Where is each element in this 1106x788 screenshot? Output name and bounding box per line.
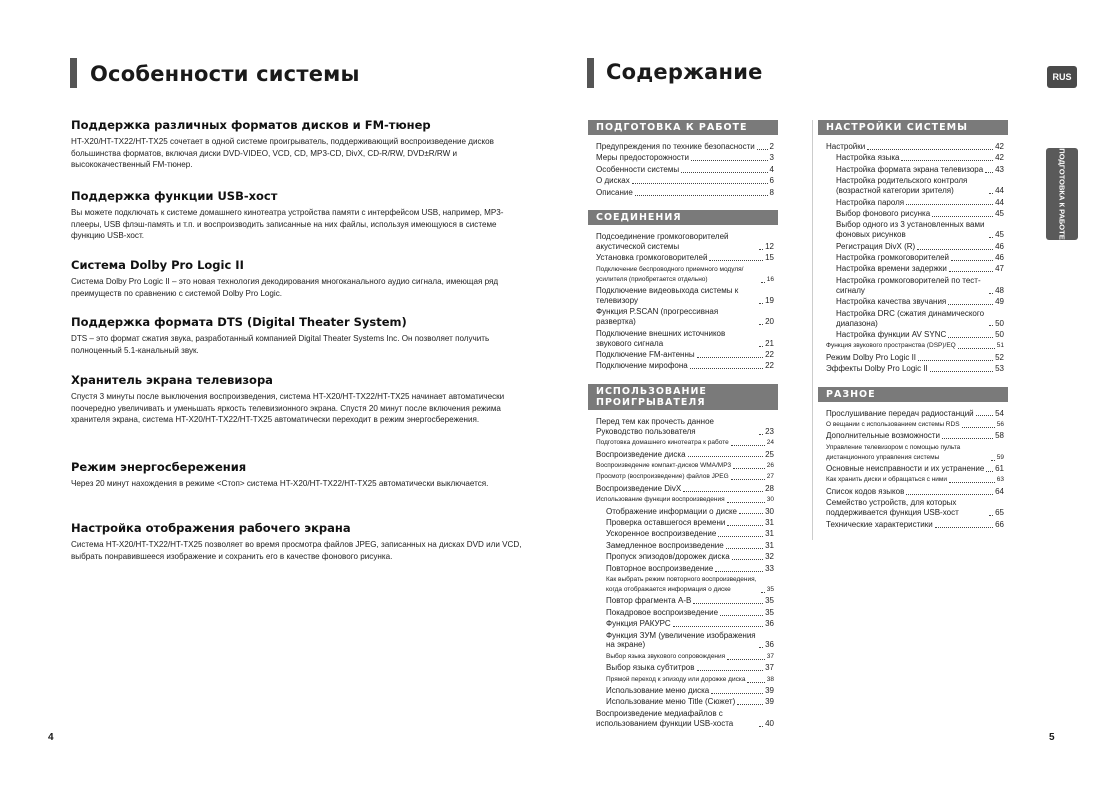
toc-entry[interactable] [818, 276, 1008, 296]
language-badge: RUS [1047, 66, 1077, 88]
toc-leader-dots [759, 346, 763, 347]
toc-entry-label: Использование функции воспроизведения [596, 496, 725, 504]
toc-entry-page: 26 [766, 461, 774, 469]
toc-leader-dots [989, 515, 993, 516]
toc-entry-page: 37 [765, 663, 774, 673]
feature-heading: Поддержка формата DTS (Digital Theater System) [71, 315, 407, 329]
toc-entry-label: Проверка оставшегося времени [606, 517, 726, 527]
toc-entry-label: Подключение видеовыхода системы к телевизору [596, 286, 739, 305]
section-side-tab[interactable] [1046, 148, 1078, 240]
toc-leader-dots [718, 536, 763, 537]
toc-entry[interactable] [818, 165, 1008, 175]
toc-entry-label: Функция звукового пространства (DSP)/EQ [826, 342, 956, 350]
toc-entry-page: 12 [765, 241, 774, 251]
toc-entry[interactable] [818, 475, 1008, 485]
toc-entry-label: Воспроизведение DivX [596, 483, 682, 493]
toc-entry[interactable] [818, 409, 1008, 419]
toc-list [588, 417, 778, 729]
toc-entry[interactable] [818, 498, 1008, 518]
toc-entry[interactable] [588, 484, 778, 494]
toc-entry-label: Просмотр (воспроизведение) файлов JPEG [596, 473, 729, 481]
toc-entry-label: Настройка языка [836, 153, 900, 163]
toc-entry-label: Список кодов языков [826, 486, 905, 496]
toc-entry-page: 44 [995, 186, 1004, 196]
toc-entry-label: Подготовка домашнего кинотеатра к работе [596, 439, 729, 447]
toc-entry[interactable] [818, 309, 1008, 329]
toc-entry[interactable] [588, 697, 778, 707]
toc-leader-dots [693, 603, 763, 604]
toc-leader-dots [989, 193, 993, 194]
toc-entry-label: Как выбрать режим повторного воспроизведения, когда отображается информация о диске [606, 576, 757, 593]
toc-entry-page: 65 [995, 508, 1004, 518]
toc-entry-page: 49 [995, 297, 1004, 307]
toc-leader-dots [632, 183, 768, 184]
toc-entry[interactable] [588, 286, 778, 306]
toc-leader-dots [759, 434, 763, 435]
toc-entry[interactable] [818, 209, 1008, 219]
toc-leader-dots [761, 282, 765, 283]
toc-entry[interactable] [588, 709, 778, 729]
feature-heading: Система Dolby Pro Logic II [71, 258, 244, 272]
feature-block [71, 521, 531, 562]
toc-entry-label: Эффекты Dolby Pro Logic II [826, 364, 928, 374]
toc-leader-dots [733, 468, 765, 469]
toc-entry-page: 64 [995, 486, 1004, 496]
toc-entry[interactable] [818, 341, 1008, 351]
feature-block [71, 118, 531, 171]
toc-leader-dots [739, 513, 763, 514]
toc-entry-label: Дополнительные возможности [826, 431, 940, 441]
toc-entry-page: 36 [765, 619, 774, 629]
toc-entry[interactable] [588, 361, 778, 371]
toc-entry-label: Настройки [826, 142, 866, 151]
feature-block [71, 258, 531, 299]
toc-entry-label: Технические характеристики [826, 519, 933, 529]
toc-leader-dots [989, 293, 993, 294]
toc-leader-dots [962, 427, 995, 428]
toc-entry[interactable] [818, 198, 1008, 208]
toc-entry-label: Подключение FM-антенны [596, 350, 695, 359]
toc-leader-dots [720, 615, 763, 616]
toc-entry[interactable] [818, 220, 1008, 240]
toc-entry-label: Подключение беспроводного приемного модуля/усилителя (приобретается отдельно) [596, 265, 744, 283]
toc-leader-dots [759, 303, 763, 304]
toc-leader-dots [727, 525, 763, 526]
toc-entry-page: 66 [995, 519, 1004, 529]
toc-entry-label: Установка громкоговорителей [596, 253, 708, 263]
toc-entry-page: 32 [765, 552, 774, 562]
toc-entry-page: 31 [765, 517, 774, 527]
toc-entry-page: 4 [769, 164, 774, 174]
toc-entry[interactable] [588, 552, 778, 562]
toc-entry-label: Настройка функции AV SYNC [836, 329, 947, 339]
toc-entry-label: Регистрация DivX (R) [836, 241, 916, 251]
toc-entry[interactable] [588, 461, 778, 471]
toc-entry-label: Выбор одного из 3 установленных вами фоновых рисунков [836, 220, 985, 240]
toc-leader-dots [726, 548, 763, 549]
toc-entry[interactable] [588, 686, 778, 696]
toc-entry-page: 50 [995, 318, 1004, 328]
toc-entry-label: Прямой переход к эпизоду или дорожке диска [606, 675, 746, 683]
toc-entry[interactable] [818, 364, 1008, 374]
toc-entry-page: 30 [766, 496, 774, 504]
page-number: 4 [48, 732, 54, 743]
toc-entry[interactable] [588, 350, 778, 360]
toc-section-heading: ПОДГОТОВКА К РАБОТЕ [588, 120, 778, 135]
toc-leader-dots [948, 304, 993, 305]
toc-entry[interactable] [588, 438, 778, 448]
toc-entry-label: Режим Dolby Pro Logic II [826, 352, 917, 362]
toc-entry[interactable] [588, 652, 778, 662]
toc-entry-label: Замедленное воспроизведение [606, 540, 724, 550]
toc-leader-dots [906, 204, 993, 205]
toc-entry[interactable] [588, 663, 778, 673]
toc-list [588, 142, 778, 198]
toc-entry[interactable] [818, 464, 1008, 474]
toc-entry[interactable] [818, 353, 1008, 363]
feature-heading: Хранитель экрана телевизора [71, 373, 273, 387]
toc-entry-label: Повтор фрагмента A-B [606, 596, 692, 606]
toc-entry-label: Семейство устройств, для которых поддерживается функция USB-хост [826, 498, 959, 518]
column-divider [812, 120, 813, 540]
toc-leader-dots [673, 626, 763, 627]
toc-entry[interactable] [588, 541, 778, 551]
toc-entry-page: 15 [765, 253, 774, 263]
toc-leader-dots [759, 249, 763, 250]
toc-leader-dots [985, 172, 993, 173]
toc-entry-page: 52 [995, 352, 1004, 362]
toc-entry[interactable] [818, 420, 1008, 430]
side-tab-label: ПОДГОТОВКА К РАБОТЕ [1057, 148, 1067, 240]
toc-entry-page: 8 [769, 187, 774, 197]
toc-leader-dots [761, 592, 765, 593]
toc-entry-page: 16 [766, 275, 774, 283]
toc-entry[interactable] [818, 142, 1008, 152]
feature-block [71, 373, 531, 426]
toc-section-heading: ИСПОЛЬЗОВАНИЕ ПРОИГРЫВАТЕЛЯ [588, 384, 778, 410]
toc-entry-label: Повторное воспроизведение [606, 563, 714, 573]
section-gap [588, 199, 778, 210]
toc-leader-dots [976, 415, 993, 416]
toc-entry-page: 58 [995, 431, 1004, 441]
page-number: 5 [1049, 732, 1055, 743]
toc-entry-page: 43 [995, 164, 1004, 174]
toc-entry-label: Выбор фонового рисунка [836, 208, 931, 218]
toc-entry[interactable] [588, 596, 778, 606]
toc-entry[interactable] [818, 443, 1008, 463]
toc-entry-page: 51 [996, 342, 1004, 350]
toc-leader-dots [918, 360, 993, 361]
toc-entry-page: 59 [996, 453, 1004, 461]
title-accent-bar [70, 58, 77, 88]
toc-entry-page: 3 [769, 153, 774, 163]
toc-entry-page: 61 [995, 464, 1004, 474]
toc-entry[interactable] [588, 265, 778, 285]
toc-list [818, 142, 1008, 374]
toc-entry-page: 42 [995, 142, 1004, 151]
toc-leader-dots [948, 337, 993, 338]
toc-entry-page: 23 [765, 426, 774, 436]
toc-entry-label: Перед тем как прочесть данное Руководство пользователя [596, 416, 714, 436]
toc-entry-page: 47 [995, 264, 1004, 274]
toc-leader-dots [635, 195, 768, 196]
toc-leader-dots [757, 149, 768, 150]
toc-leader-dots [958, 348, 995, 349]
feature-text: Через 20 минут нахождения в режиме <Стоп> система HT-X20/HT-TX22/HT-TX25 автоматически выключается. [71, 479, 489, 488]
toc-entry-page: 50 [995, 329, 1004, 339]
toc-entry[interactable] [588, 518, 778, 528]
feature-block [71, 460, 531, 490]
toc-entry-page: 54 [995, 408, 1004, 418]
feature-heading: Настройка отображения рабочего экрана [71, 521, 351, 535]
toc-entry-label: Предупреждения по технике безопасности [596, 142, 755, 151]
toc-leader-dots [901, 160, 993, 161]
toc-leader-dots [683, 491, 763, 492]
toc-leader-dots [949, 482, 995, 483]
toc-entry-page: 6 [769, 176, 774, 186]
toc-entry[interactable] [818, 253, 1008, 263]
toc-entry[interactable] [588, 232, 778, 252]
toc-leader-dots [688, 456, 764, 457]
toc-entry-page: 31 [765, 529, 774, 539]
toc-entry-label: Настройка родительского контроля (возрастной категории зрителя) [836, 176, 968, 196]
toc-entry-label: О дисках [596, 176, 630, 186]
toc-leader-dots [690, 368, 763, 369]
toc-entry[interactable] [588, 608, 778, 618]
toc-entry[interactable] [588, 631, 778, 651]
toc-leader-dots [991, 460, 995, 461]
toc-entry[interactable] [818, 431, 1008, 441]
toc-leader-dots [709, 260, 763, 261]
toc-leader-dots [727, 659, 765, 660]
toc-leader-dots [697, 357, 763, 358]
toc-entry-label: Прослушивание передач радиостанций [826, 408, 974, 418]
toc-leader-dots [727, 502, 765, 503]
toc-entry-label: Подключение внешних источников звукового сигнала [596, 328, 726, 348]
toc-leader-dots [989, 325, 993, 326]
toc-entry-label: Настройка пароля [836, 197, 905, 207]
toc-entry-page: 2 [769, 142, 774, 151]
toc-entry-page: 24 [766, 439, 774, 447]
toc-section-heading: РАЗНОЕ [818, 387, 1008, 402]
toc-entry-page: 45 [995, 230, 1004, 240]
toc-entry-label: Использование меню Title (Сюжет) [606, 697, 736, 707]
toc-entry[interactable] [588, 253, 778, 263]
toc-entry[interactable] [818, 153, 1008, 163]
toc-entry-page: 25 [765, 449, 774, 459]
toc-entry-label: О вещании с использованием системы RDS [826, 420, 960, 428]
toc-entry-label: Настройка времени задержки [836, 264, 947, 274]
toc-section-heading: НАСТРОЙКИ СИСТЕМЫ [818, 120, 1008, 135]
toc-entry-page: 22 [765, 350, 774, 359]
toc-entry-page: 48 [995, 285, 1004, 295]
toc-entry-label: Отображение информации о диске [606, 506, 737, 516]
toc-entry-page: 40 [765, 718, 774, 728]
toc-entry-label: Подсоединение громкоговорителей акустической системы [596, 232, 729, 251]
toc-leader-dots [942, 438, 993, 439]
toc-entry-page: 27 [766, 473, 774, 481]
toc-entry-page: 28 [765, 483, 774, 493]
toc-entry-page: 38 [766, 675, 774, 683]
feature-heading: Режим энергосбережения [71, 460, 247, 474]
toc-entry-page: 33 [765, 563, 774, 573]
toc-leader-dots [747, 682, 764, 683]
feature-heading: Поддержка функции USB-хост [71, 189, 278, 203]
toc-entry-label: Пропуск эпизодов/дорожек диска [606, 552, 730, 562]
toc-entry-page: 36 [765, 640, 774, 650]
toc-entry[interactable] [588, 176, 778, 186]
toc-entry[interactable] [588, 142, 778, 152]
toc-entry-page: 19 [765, 295, 774, 305]
toc-leader-dots [731, 445, 765, 446]
toc-entry[interactable] [588, 619, 778, 629]
toc-entry-label: Настройка DRC (сжатия динамического диапазона) [836, 308, 985, 328]
toc-entry[interactable] [588, 507, 778, 517]
toc-entry-label: Выбор языка звукового сопровождения [606, 652, 726, 660]
toc-leader-dots [867, 149, 993, 150]
toc-leader-dots [949, 271, 993, 272]
feature-text: HT-X20/HT-TX22/HT-TX25 сочетает в одной системе проигрыватель, поддерживающий воспроизведение дисков большинства форматов, включая диски DVD-VIDEO, VCD, CD, MP3-CD, DivX, CD-R/RW, DVD±R/RW и высококачественный FM-тюнер. [71, 137, 494, 170]
toc-entry-page: 30 [765, 506, 774, 516]
toc-entry-page: 37 [766, 652, 774, 660]
toc-column-left [588, 120, 778, 730]
feature-text: Система Dolby Pro Logic II – это новая технология декодирования многоканального аудио сигнала, имеющая ряд преимуществ по сравнению с системой Dolby Pro Logic. [71, 277, 499, 298]
toc-entry[interactable] [588, 188, 778, 198]
toc-entry-page: 53 [995, 364, 1004, 374]
toc-leader-dots [986, 471, 993, 472]
toc-entry-page: 31 [765, 540, 774, 550]
toc-entry-label: Настройка громкоговорителей по тест-сигналу [836, 275, 981, 295]
toc-entry[interactable] [588, 575, 778, 595]
toc-leader-dots [681, 172, 767, 173]
toc-entry-page: 35 [765, 596, 774, 606]
toc-entry-label: Управление телевизором с помощью пульта дистанционного управления системы [826, 443, 961, 461]
toc-entry-label: Настройка громкоговорителей [836, 253, 950, 263]
toc-section-heading: СОЕДИНЕНИЯ [588, 210, 778, 225]
toc-list [818, 409, 1008, 530]
toc-entry[interactable] [818, 176, 1008, 196]
feature-block [71, 315, 531, 356]
toc-entry[interactable] [588, 153, 778, 163]
toc-entry-page: 63 [996, 476, 1004, 484]
feature-heading: Поддержка различных форматов дисков и FM-тюнер [71, 118, 431, 132]
toc-entry-label: Функция РАКУРС [606, 619, 671, 629]
toc-leader-dots [732, 559, 763, 560]
toc-entry-label: Основные неисправности и их устранение [826, 464, 985, 474]
toc-entry-page: 39 [765, 686, 774, 696]
toc-entry-label: Воспроизведение медиафайлов с использованием функции USB-хоста [596, 708, 734, 728]
toc-entry[interactable] [588, 417, 778, 437]
toc-entry-label: Как хранить диски и обращаться с ними [826, 476, 948, 484]
toc-entry[interactable] [818, 242, 1008, 252]
toc-entry-page: 21 [765, 338, 774, 348]
toc-entry-page: 39 [765, 697, 774, 707]
toc-entry[interactable] [588, 564, 778, 574]
toc-leader-dots [691, 160, 768, 161]
feature-text: DTS – это формат сжатия звука, разработанный компанией Digital Theater Systems Inc. Он позволяет получить полноценный 5.1-канальный звук. [71, 334, 490, 355]
feature-text: Вы можете подключать к системе домашнего кинотеатра устройства памяти с интерфейсом USB, например, MP3-плееры, USB флэш-память и т.п. и воспроизводить записанные на них файлы, используя имеющуюся в системе функцию USB-хост. [71, 208, 504, 241]
toc-entry[interactable] [818, 330, 1008, 340]
toc-entry-page: 35 [766, 585, 774, 593]
toc-leader-dots [932, 216, 993, 217]
toc-entry-label: Использование меню диска [606, 686, 710, 696]
toc-entry-label: Меры предосторожности [596, 153, 689, 163]
toc-entry-page: 35 [765, 607, 774, 617]
toc-leader-dots [917, 249, 993, 250]
page-title: Особенности системы [90, 62, 360, 86]
toc-entry[interactable] [818, 520, 1008, 530]
toc-entry-page: 56 [996, 420, 1004, 428]
toc-entry-label: Особенности системы [596, 164, 680, 174]
toc-leader-dots [759, 324, 763, 325]
toc-entry-page: 45 [995, 208, 1004, 218]
toc-entry-label: Функция ЗУМ (увеличение изображения на экране) [606, 630, 756, 650]
toc-entry-label: Воспроизведение компакт-дисков WMA/MP3 [596, 461, 732, 469]
toc-entry-page: 42 [995, 153, 1004, 163]
toc-entry-label: Настройка формата экрана телевизора [836, 164, 984, 174]
toc-leader-dots [697, 670, 764, 671]
toc-entry[interactable] [588, 450, 778, 460]
toc-column-right [818, 120, 1008, 531]
toc-entry-page: 20 [765, 317, 774, 327]
toc-entry-label: Описание [596, 187, 633, 197]
toc-entry[interactable] [588, 472, 778, 482]
toc-entry[interactable] [588, 529, 778, 539]
feature-block [71, 189, 531, 242]
toc-list [588, 232, 778, 371]
toc-entry-label: Покадровое воспроизведение [606, 607, 719, 617]
feature-text: Система HT-X20/HT-TX22/HT-TX25 позволяет во время просмотра файлов JPEG, записанных на дисках DVD или VCD, выбрать понравившееся изображение и сохранить его в качестве фонового рисунка. [71, 540, 522, 561]
toc-entry[interactable] [818, 487, 1008, 497]
toc-entry[interactable] [588, 329, 778, 349]
toc-leader-dots [731, 479, 765, 480]
feature-text: Спустя 3 минуты после выключения воспроизведения, система HT-X20/HT-TX22/HT-TX25 начинает автоматически поочередно увеличивать и уменьшать яркость телевизионного экрана. Спустя 20 минут после включения режима хранителя экрана, система HT-X20/HT-TX22/HT-TX25 автоматически переходит в режим энергосбережения. [71, 392, 505, 425]
toc-entry-page: 22 [765, 361, 774, 371]
toc-entry-label: Функция P.SCAN (прогрессивная развертка) [596, 307, 719, 327]
contents-title: Содержание [606, 60, 763, 84]
toc-entry[interactable] [588, 495, 778, 505]
toc-entry[interactable] [818, 264, 1008, 274]
toc-entry[interactable] [588, 675, 778, 685]
toc-leader-dots [930, 371, 993, 372]
toc-entry-label: Ускоренное воспроизведение [606, 529, 717, 539]
toc-leader-dots [711, 693, 763, 694]
toc-entry-label: Воспроизведение диска [596, 449, 686, 459]
toc-entry[interactable] [588, 307, 778, 327]
toc-leader-dots [989, 237, 993, 238]
toc-leader-dots [935, 527, 993, 528]
toc-entry-label: Настройка качества звучания [836, 297, 947, 307]
toc-leader-dots [951, 260, 993, 261]
section-gap [588, 373, 778, 384]
toc-entry-page: 46 [995, 253, 1004, 263]
toc-entry[interactable] [588, 165, 778, 175]
section-gap [818, 376, 1008, 387]
toc-leader-dots [906, 494, 993, 495]
toc-leader-dots [715, 571, 763, 572]
toc-entry-page: 44 [995, 197, 1004, 207]
title-accent-bar [587, 58, 594, 88]
toc-leader-dots [759, 726, 763, 727]
toc-entry-label: Подключение мирофона [596, 361, 688, 371]
toc-entry-page: 46 [995, 241, 1004, 251]
toc-entry-label: Выбор языка субтитров [606, 663, 695, 673]
toc-leader-dots [759, 647, 763, 648]
toc-entry[interactable] [818, 297, 1008, 307]
toc-leader-dots [737, 704, 763, 705]
